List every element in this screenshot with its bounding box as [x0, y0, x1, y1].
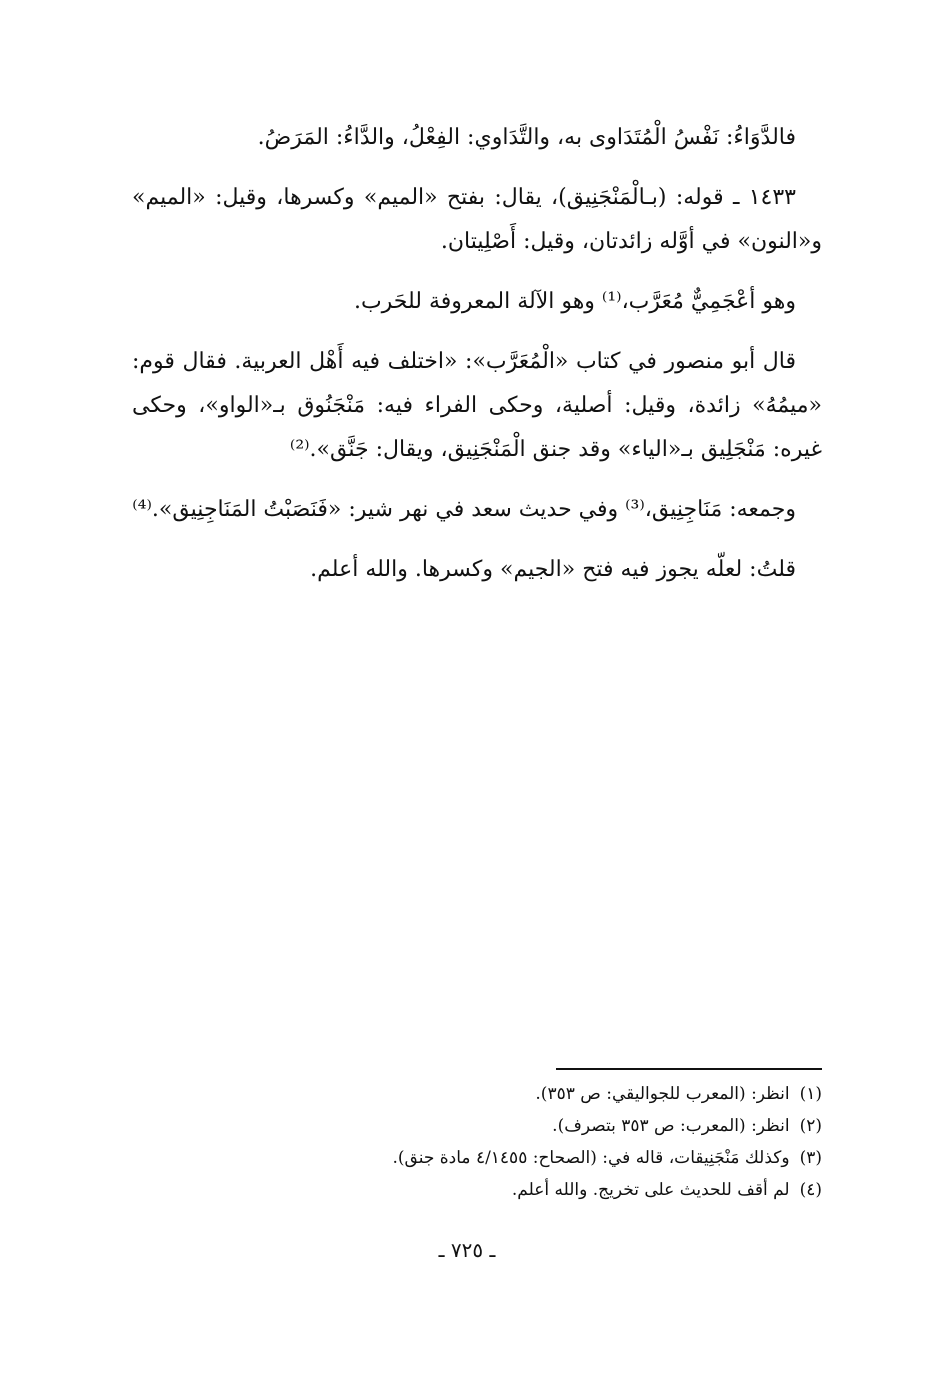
footnote-number: (١) — [799, 1084, 822, 1104]
footnote-number: (٢) — [799, 1116, 822, 1136]
footnote-text: انظر: (المعرب: ص ٣٥٣ بتصرف). — [552, 1116, 790, 1136]
footnote-text: انظر: (المعرب للجواليقي: ص ٣٥٣). — [535, 1084, 790, 1104]
footnote-text: وكذلك مَنْجَنِيقات، قاله في: (الصحاح: ٤/١٤٥٥ مادة جنق). — [392, 1148, 790, 1168]
paragraph-6: قلتُ: لعلّه يجوز فيه فتح «الجيم» وكسرها. والله أعلم. — [310, 557, 796, 582]
footnotes — [132, 1078, 822, 1206]
footnote-separator — [556, 1068, 822, 1070]
footnote-4 — [132, 1174, 822, 1206]
footnote-2 — [132, 1110, 822, 1142]
paragraph-5: وجمعه: مَنَاجِنِيق،⁽³⁾ وفي حديث سعد في نهر شير: «فَنَصَبْتُ المَنَاجِنِيق».⁽⁴⁾ — [132, 497, 796, 522]
paragraph-3: وهو أعْجَمِيٌّ مُعَرَّب،⁽¹⁾ وهو الآلة المعروفة للحَرب. — [353, 289, 796, 314]
footnote-number: (٣) — [799, 1148, 822, 1168]
footnote-number: (٤) — [799, 1180, 822, 1200]
paragraph-1: فالدَّوَاءُ: نَفْسُ الْمُتَدَاوى به، والتَّدَاوي: الفِعْلُ، والدَّاءُ: المَرَضُ. — [257, 125, 796, 150]
footnote-1 — [132, 1078, 822, 1110]
footnote-3 — [132, 1142, 822, 1174]
paragraph-1433: ١٤٣٣ ـ قوله: (بـالْمَنْجَنِيق)، يقال: بفتح «الميم» وكسرها، وقيل: «الميم» و«النون» في أوَّله زائدتان، وقيل: أَصْلِيتان. — [132, 185, 822, 254]
paragraph-4: قال أبو منصور في كتاب «الْمُعَرَّب»: «اختلف فيه أَهْل العربية. فقال قوم: «ميمُهُ» زائدة، وقيل: أصلية، وحكى الفراء فيه: مَنْجَنُوق بـ«الواو»، وحكى غيره: مَنْجَلِيق بـ«الياء» وقد جنق الْمَنْجَنِيق، ويقال: جَنَّق».⁽²⁾ — [132, 349, 822, 462]
page-number: ـ ٧٢٥ ـ — [438, 1238, 496, 1262]
main-text — [132, 116, 822, 592]
footnote-text: لم أقف للحديث على تخريج. والله أعلم. — [511, 1180, 790, 1200]
